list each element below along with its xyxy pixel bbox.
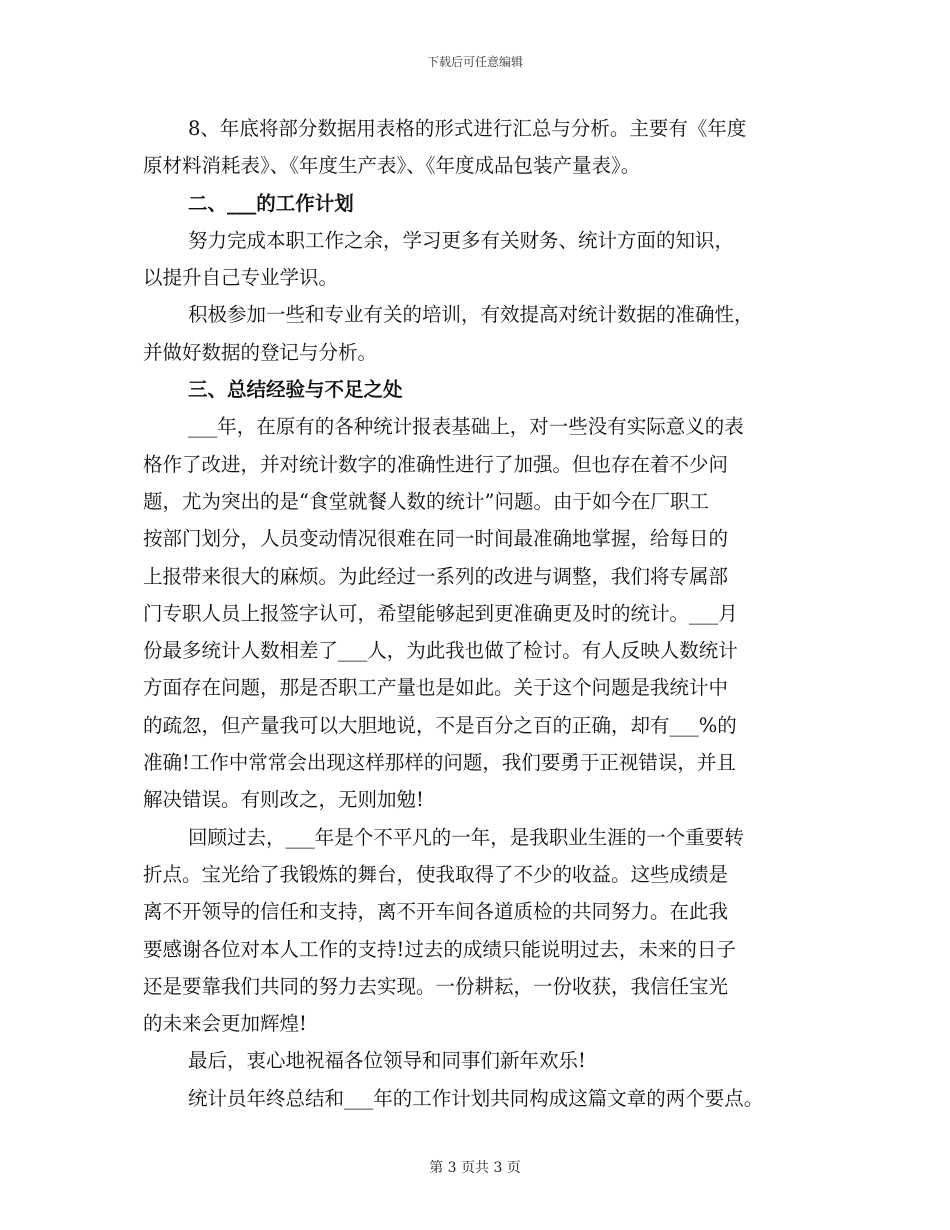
text-line: 格作了改进，并对统计数字的准确性进行了加强。但也存在着不少问 — [143, 452, 729, 476]
text-line: 还是要靠我们共同的努力去实现。一份耕耘，一份收获，我信任宝光 — [143, 974, 729, 998]
text-line: 题，尤为突出的是“食堂就餐人数的统计”问题。由于如今在厂职工 — [143, 489, 709, 513]
document-body — [143, 110, 828, 1117]
section-heading: 二、___的工作计划 — [188, 191, 354, 215]
text-line: 按部门划分，人员变动情况很难在同一时间最准确地掌握，给每日的 — [143, 527, 729, 551]
text-line: 并做好数据的登记与分析。 — [143, 340, 378, 364]
section-heading: 三、总结经验与不足之处 — [188, 378, 403, 402]
text-line: 要感谢各位对本人工作的支持!过去的成绩只能说明过去，未来的日子 — [143, 937, 736, 961]
text-line: 努力完成本职工作之余，学习更多有关财务、统计方面的知识， — [188, 228, 735, 252]
text-line: 统计员年终总结和___年的工作计划共同构成这篇文章的两个要点。 — [188, 1086, 764, 1110]
text-line: 门专职人员上报签字认可，希望能够起到更准确更及时的统计。___月 — [143, 601, 738, 625]
text-line: 积极参加一些和专业有关的培训，有效提高对统计数据的准确性， — [188, 303, 754, 327]
text-line: 解决错误。有则改之，无则加勉! — [143, 788, 424, 812]
text-line: 方面存在问题，那是否职工产量也是如此。关于这个问题是我统计中 — [143, 676, 729, 700]
text-line: 折点。宝光给了我锻炼的舞台，使我取得了不少的收益。这些成绩是 — [143, 862, 729, 886]
text-line: 离不开领导的信任和支持，离不开车间各道质检的共同努力。在此我 — [143, 900, 729, 924]
text-line: 以提升自己专业学识。 — [143, 266, 339, 290]
text-line: 准确!工作中常常会出现这样那样的问题，我们要勇于正视错误，并且 — [143, 751, 736, 775]
text-line: 8、年底将部分数据用表格的形式进行汇总与分析。主要有《年度 — [188, 117, 747, 140]
text-line: 的疏忽，但产量我可以大胆地说，不是百分之百的正确，却有___%的 — [143, 713, 737, 737]
text-line: 份最多统计人数相差了___人，为此我也做了检讨。有人反映人数统计 — [143, 639, 738, 663]
text-line: 的未来会更加辉煌! — [143, 1012, 307, 1036]
page-footer: 第 3 页共 3 页 — [429, 1160, 521, 1176]
text-line: ___年，在原有的各种统计报表基础上，对一些没有实际意义的表 — [188, 415, 744, 439]
text-line: 最后，衷心地祝福各位领导和同事们新年欢乐! — [188, 1049, 586, 1073]
page-header: 下载后可任意编辑 — [426, 55, 523, 69]
text-line: 上报带来很大的麻烦。为此经过一系列的改进与调整，我们将专属部 — [143, 564, 729, 588]
text-line: 原材料消耗表》、《年度生产表》、《年度成品包装产量表》。 — [143, 154, 641, 178]
text-line: 回顾过去，___年是个不平凡的一年，是我职业生涯的一个重要转 — [188, 825, 744, 849]
